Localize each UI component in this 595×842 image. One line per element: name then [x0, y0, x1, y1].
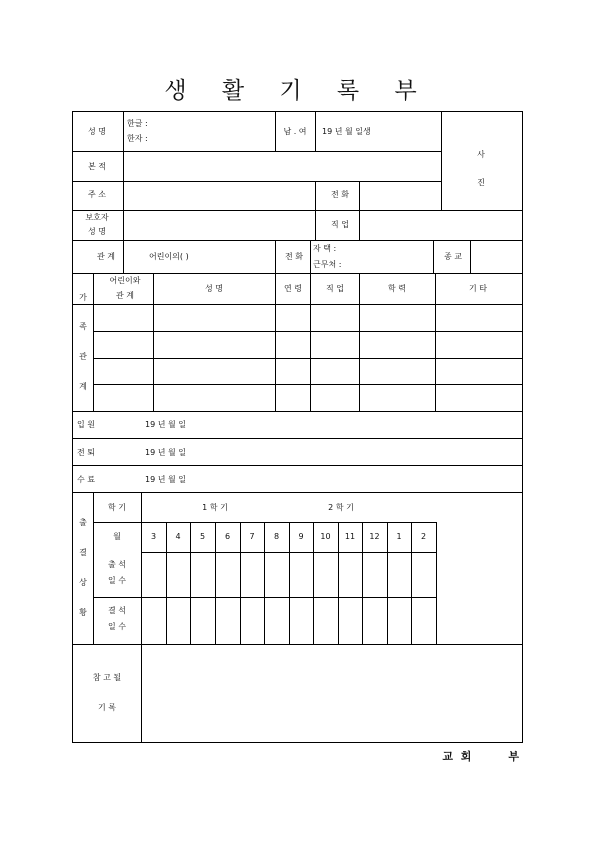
grid-line [73, 151, 441, 152]
withdrawal-label: 전 퇴 [77, 448, 95, 457]
month-7: 7 [249, 532, 255, 541]
family-header-relation-2: 관 계 [116, 291, 134, 300]
family-header-education: 학 력 [388, 284, 406, 293]
withdrawal-date: 19 년 월 일 [145, 448, 186, 457]
grid-line [315, 181, 316, 240]
family-side-3: 관 [79, 352, 87, 361]
present-label-1: 출 석 [108, 560, 126, 569]
grid-line [123, 112, 124, 240]
attendance-side-2: 결 [79, 548, 87, 557]
month-11: 11 [344, 532, 356, 541]
notes-label-2: 기 록 [98, 703, 116, 712]
month-10: 10 [320, 532, 331, 541]
month-6: 6 [224, 532, 231, 541]
grid-line [315, 112, 316, 151]
grid-line [275, 240, 276, 273]
grid-line [275, 112, 276, 151]
photo-label-1: 사 [477, 150, 485, 159]
birth-label: 19 년 월 일생 [322, 127, 371, 136]
attendance-side-3: 상 [79, 578, 87, 587]
completion-label: 수 료 [77, 475, 95, 484]
grid-line [313, 522, 314, 644]
month-label: 월 [113, 532, 121, 541]
grid-line [141, 492, 142, 644]
hanja-label: 한자 : [127, 134, 148, 143]
month-1: 1 [396, 532, 402, 541]
grid-line [73, 240, 522, 241]
grid-line [436, 522, 437, 644]
term1-label: 1 학 기 [202, 503, 228, 512]
sex-label: 남 . 여 [283, 127, 307, 136]
grid-line [73, 273, 522, 274]
grid-line [215, 522, 216, 644]
address-phone-label: 전 화 [331, 190, 349, 199]
grid-line [73, 210, 441, 211]
family-header-etc: 기 타 [469, 284, 487, 293]
admission-label: 입 원 [77, 420, 95, 429]
address-label: 주 소 [88, 190, 106, 199]
photo-label-2: 진 [477, 178, 485, 187]
grid-line [93, 331, 522, 332]
home-phone-label: 자 택 : [313, 244, 337, 253]
notes-label-1: 참 고 될 [92, 673, 122, 682]
grid-line [387, 522, 388, 644]
grid-line [359, 273, 360, 411]
completion-date: 19 년 월 일 [145, 475, 186, 484]
month-4: 4 [175, 532, 181, 541]
grid-line [470, 240, 471, 273]
absent-label-1: 결 석 [108, 606, 126, 615]
grid-line [435, 273, 436, 411]
page-title: 생 활 기 록 부 [164, 78, 431, 104]
grid-line [93, 492, 94, 644]
grid-line [123, 240, 124, 273]
family-header-name: 성 명 [205, 284, 223, 293]
family-header-age: 연 령 [284, 284, 302, 293]
grid-line [289, 522, 290, 644]
family-header-job: 직 업 [326, 284, 344, 293]
grid-line [264, 522, 265, 644]
guardian-label-2: 성 명 [88, 227, 106, 236]
grid-line [441, 112, 442, 210]
record-form [72, 111, 523, 743]
grid-line [275, 273, 276, 411]
grid-line [93, 384, 522, 385]
term2-label: 2 학 기 [328, 503, 354, 512]
grid-line [310, 240, 311, 273]
grid-line [310, 273, 311, 411]
month-8: 8 [273, 532, 280, 541]
grid-line [190, 522, 191, 644]
origin-label: 본 적 [88, 162, 106, 171]
month-12: 12 [369, 532, 380, 541]
grid-line [141, 644, 142, 742]
hangul-label: 한글 : [127, 119, 148, 128]
family-side-1: 가 [79, 293, 87, 302]
grid-line [73, 465, 522, 466]
month-5: 5 [199, 532, 206, 541]
family-side-4: 계 [79, 382, 87, 391]
grid-line [153, 273, 154, 411]
grid-line [73, 181, 441, 182]
guardian-job-label: 직 업 [331, 220, 349, 229]
family-header-relation-1: 어린이와 [109, 276, 141, 285]
name-label: 성 명 [88, 127, 106, 136]
attendance-side-4: 황 [79, 608, 87, 617]
grid-line [359, 181, 360, 240]
month-9: 9 [298, 532, 304, 541]
grid-line [411, 522, 412, 644]
term-label: 학 기 [108, 503, 126, 512]
present-label-2: 일 수 [108, 576, 126, 585]
absent-label-2: 일 수 [108, 622, 126, 631]
relation-phone-label: 전 화 [285, 252, 303, 261]
grid-line [93, 273, 94, 411]
religion-label: 종 교 [444, 252, 462, 261]
grid-line [362, 522, 363, 644]
grid-line [93, 358, 522, 359]
attendance-side-1: 출 [79, 518, 87, 527]
family-side-2: 족 [79, 322, 87, 331]
grid-line [73, 304, 522, 305]
grid-line [338, 522, 339, 644]
month-2: 2 [420, 532, 427, 541]
grid-line [441, 210, 522, 211]
relation-label: 관 계 [97, 252, 115, 261]
relation-value: 어린이의( ) [149, 252, 189, 261]
grid-line [433, 240, 434, 273]
grid-line [73, 438, 522, 439]
grid-line [166, 522, 167, 644]
grid-line [240, 522, 241, 644]
guardian-label-1: 보호자 [85, 213, 109, 222]
month-3: 3 [150, 532, 157, 541]
grid-line [73, 411, 522, 412]
church-department-footer: 교 회 부 [442, 750, 521, 763]
work-phone-label: 근무처 : [313, 260, 342, 269]
admission-date: 19 년 월 일 [145, 420, 186, 429]
